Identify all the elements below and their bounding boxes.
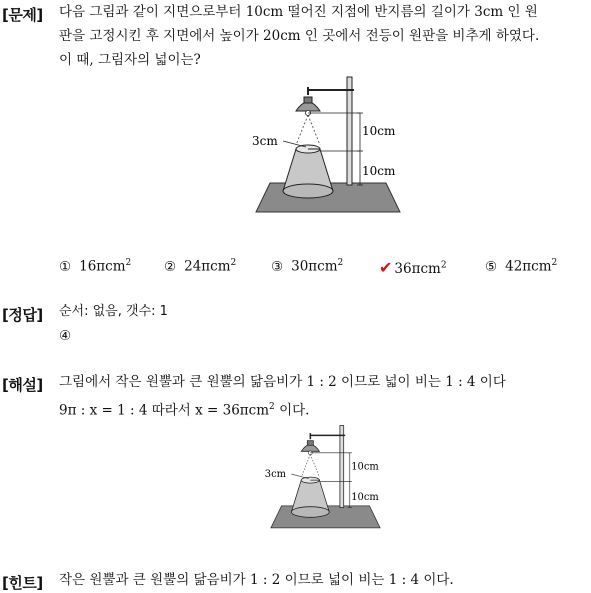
problem-figure bbox=[248, 75, 408, 220]
solution-line-2-prefix: 9π : x = 1 : 4 따라서 x = 36πcm bbox=[59, 402, 270, 419]
solution-figure bbox=[258, 424, 393, 534]
choice-5[interactable] bbox=[485, 258, 557, 275]
stand-pole bbox=[347, 77, 352, 185]
hint-text: 작은 원뿔과 큰 원뿔의 닮음비가 1 : 2 이므로 넓이 비는 1 : 4 이다. bbox=[59, 572, 454, 588]
choice-3-number: ③ bbox=[271, 258, 284, 275]
upper-height-label: 10cm bbox=[351, 461, 379, 473]
upper-height-label: 10cm bbox=[362, 124, 396, 138]
answer-value: ④ bbox=[59, 328, 72, 344]
choice-2-exponent: 2 bbox=[230, 258, 237, 268]
choice-2-value: 24πcm bbox=[184, 258, 231, 275]
choice-5-number: ⑤ bbox=[485, 258, 498, 275]
choices-row bbox=[59, 258, 579, 278]
problem-tag: [문제] bbox=[2, 6, 43, 24]
choice-4-value: 36πcm bbox=[394, 261, 441, 277]
solution-line-2 bbox=[59, 395, 309, 423]
choice-1-value: 16πcm bbox=[79, 258, 126, 275]
lower-height-label: 10cm bbox=[351, 491, 379, 503]
choice-5-exponent: 2 bbox=[551, 258, 558, 268]
stand-pole bbox=[340, 426, 344, 508]
choice-3-value: 30πcm bbox=[291, 258, 338, 275]
choice-4[interactable] bbox=[379, 258, 447, 277]
choice-1-number: ① bbox=[59, 258, 72, 275]
solution-line-1: 그림에서 작은 원뿔과 큰 원뿔의 닮음비가 1 : 2 이므로 넓이 비는 1 : 4 이다 bbox=[59, 374, 506, 390]
lower-height-label: 10cm bbox=[362, 164, 396, 178]
choice-4-exponent: 2 bbox=[440, 260, 447, 271]
checkmark-icon: ✔ bbox=[379, 258, 393, 277]
radius-label: 3cm bbox=[252, 134, 278, 148]
choice-1[interactable] bbox=[59, 258, 131, 275]
hint-tag: [힌트] bbox=[2, 574, 43, 592]
problem-line-1: 다음 그림과 같이 지면으로부터 10cm 떨어진 지점에 반지름의 길이가 3cm 인 원 bbox=[59, 4, 538, 20]
choice-3[interactable] bbox=[271, 258, 343, 275]
solution-tag: [해설] bbox=[2, 376, 43, 394]
choice-1-exponent: 2 bbox=[125, 258, 132, 268]
choice-3-exponent: 2 bbox=[337, 258, 344, 268]
answer-meta: 순서: 없음, 갯수: 1 bbox=[59, 304, 168, 319]
answer-tag: [정답] bbox=[2, 306, 43, 324]
solution-line-2-suffix: 이다. bbox=[274, 402, 310, 419]
solution-line-2-exponent: 2 bbox=[269, 402, 275, 412]
radius-label: 3cm bbox=[264, 469, 286, 481]
problem-line-2: 판을 고정시킨 후 지면에서 높이가 20cm 인 곳에서 전등이 원판을 비추게 하였다. bbox=[59, 28, 540, 44]
choice-5-value: 42πcm bbox=[505, 258, 552, 275]
choice-2[interactable] bbox=[164, 258, 236, 275]
choice-2-number: ② bbox=[164, 258, 177, 275]
problem-line-3: 이 때, 그림자의 넓이는? bbox=[59, 52, 201, 68]
